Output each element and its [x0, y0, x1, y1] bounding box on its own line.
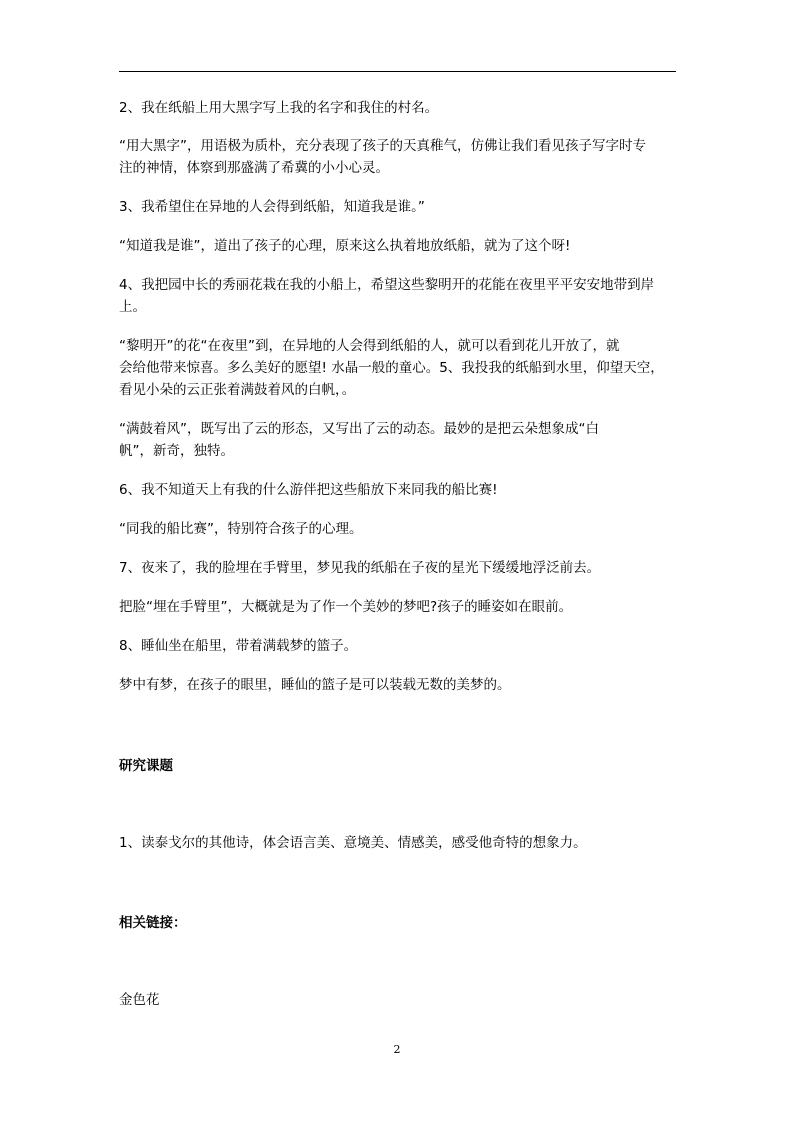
paragraph-6-line-1: “黎明开”的花“在夜里”到，在异地的人会得到纸船的人，就可以看到花儿开放了，就	[119, 338, 620, 354]
heading-links: 相关链接：	[119, 915, 187, 931]
header-rule	[119, 71, 676, 72]
paragraph-2-line-1: “用大黑字”，用语极为质朴，充分表现了孩子的天真稚气，仿佛让我们看见孩子写字时专	[119, 138, 646, 154]
paragraph-2-line-2: 注的神情，体察到那盛满了希冀的小小心灵。	[119, 160, 389, 176]
paragraph-6-line-2: 会给他带来惊喜。多么美好的愿望! 水晶一般的童心。5、我投我的纸船到水里，仰望天空，	[119, 360, 664, 376]
paragraph-8: 6、我不知道天上有我的什么游伴把这些船放下来同我的船比赛!	[119, 482, 498, 498]
paragraph-9: “同我的船比赛”，特别符合孩子的心理。	[119, 521, 363, 537]
paragraph-5-line-2: 上。	[119, 299, 146, 315]
paragraph-4: “知道我是谁”，道出了孩子的心理，原来这么执着地放纸船，就为了这个呀!	[119, 238, 571, 254]
link-title: 金色花	[119, 992, 160, 1008]
paragraph-3: 3、我希望住在异地的人会得到纸船，知道我是谁。”	[119, 199, 425, 215]
paragraph-7-line-1: “满鼓着风”，既写出了云的形态，又写出了云的动态。最妙的是把云朵想象成“白	[119, 421, 599, 437]
heading-research: 研究课题	[119, 758, 173, 774]
page-number: 2	[393, 1043, 401, 1056]
paragraph-12: 8、睡仙坐在船里，带着满载梦的篮子。	[119, 638, 358, 654]
paragraph-1: 2、我在纸船上用大黑字写上我的名字和我住的村名。	[119, 100, 439, 116]
paragraph-11: 把脸“埋在手臂里”，大概就是为了作一个美妙的梦吧?孩子的睡姿如在眼前。	[119, 599, 573, 615]
paragraph-6-line-3: 看见小朵的云正张着满鼓着风的白帆，。	[119, 382, 356, 398]
paragraph-5-line-1: 4、我把园中长的秀丽花栽在我的小船上，希望这些黎明开的花能在夜里平平安安地带到岸	[119, 277, 655, 293]
research-item-1: 1、读泰戈尔的其他诗，体会语言美、意境美、情感美，感受他奇特的想象力。	[119, 835, 587, 851]
paragraph-10: 7、夜来了，我的脸埋在手臂里，梦见我的纸船在子夜的星光下缓缓地浮泛前去。	[119, 560, 601, 576]
paragraph-7-line-2: 帆”，新奇，独特。	[119, 443, 234, 459]
paragraph-13: 梦中有梦，在孩子的眼里，睡仙的篮子是可以装载无数的美梦的。	[119, 677, 511, 693]
